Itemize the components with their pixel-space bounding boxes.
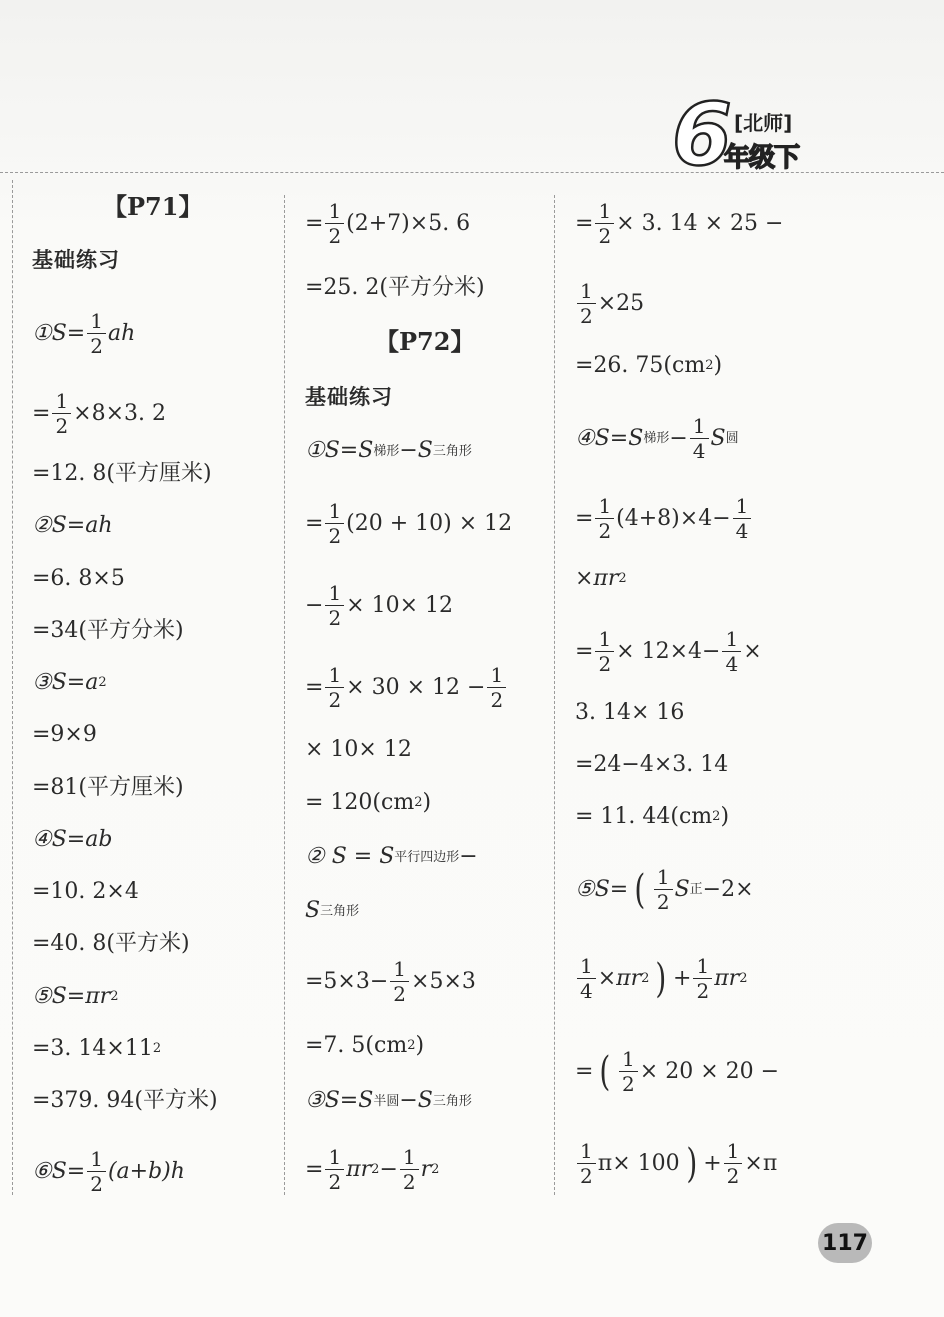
formula-line: =379. 94(平方米) xyxy=(32,1088,218,1113)
formula-line: − $\frac{1}{2}$ × 10× 12 xyxy=(305,581,454,630)
formula-line: = $\frac{1}{2}$ ×8×3. 2 xyxy=(32,389,167,438)
formula-line: ④S=S 梯形 − $\frac{1}{4}$ S 圆 xyxy=(575,414,739,463)
subtitle-basic-practice: 基础练习 xyxy=(32,248,120,272)
formula-line: =5×3− $\frac{1}{2}$ ×5×3 xyxy=(305,957,476,1006)
left-margin-line xyxy=(12,180,13,1195)
formula-line: =6. 8×5 xyxy=(32,566,125,591)
section-heading-p71: 【P71】 xyxy=(103,192,203,221)
column-divider-2 xyxy=(554,195,555,1195)
formula-line: = $\frac{1}{2}$ πr 2 − $\frac{1}{2}$ r 2 xyxy=(305,1145,440,1194)
formula-line: =7. 5(cm 2 ) xyxy=(305,1033,425,1058)
formula-line: = $\frac{1}{2}$ (20 + 10) × 12 xyxy=(305,499,513,548)
formula-line: =3. 14×11 2 xyxy=(32,1036,162,1061)
formula-line: ② S = S 平行四边形 − xyxy=(305,844,478,869)
grade-label: 年级下 xyxy=(724,143,800,173)
formula-line: ③S=a 2 xyxy=(32,670,107,695)
formula-line: =12. 8(平方厘米) xyxy=(32,461,212,486)
formula-line: $\frac{1}{2}$ π× 100 ) + $\frac{1}{2}$ ×π xyxy=(575,1140,777,1187)
formula-line: × 10× 12 xyxy=(305,737,412,762)
formula-line: =9×9 xyxy=(32,722,97,747)
subtitle-basic-practice: 基础练习 xyxy=(305,385,393,409)
formula-line: =40. 8(平方米) xyxy=(32,931,190,956)
formula-line: ①S=S 梯形 −S 三角形 xyxy=(305,438,472,463)
formula-line: =24−4×3. 14 xyxy=(575,752,729,777)
formula-line: = 120(cm 2 ) xyxy=(305,790,432,815)
formula-line: $\frac{1}{4}$ ×πr 2 ) + $\frac{1}{2}$ πr 2 xyxy=(575,955,747,1002)
formula-line: =34(平方分米) xyxy=(32,618,184,643)
grade-badge xyxy=(672,85,832,185)
top-divider xyxy=(0,172,944,173)
column-divider-1 xyxy=(284,195,285,1195)
formula-line: = $\frac{1}{2}$ × 30 × 12 − $\frac{1}{2}$ xyxy=(305,664,508,711)
formula-line: ②S=ah xyxy=(32,513,113,538)
formula-line: = $\frac{1}{2}$ (4+8)×4− $\frac{1}{4}$ xyxy=(575,495,753,542)
formula-line: ④S=ab xyxy=(32,827,113,852)
formula-line: 3. 14× 16 xyxy=(575,700,685,725)
formula-line: =25. 2(平方分米) xyxy=(305,275,485,300)
formula-line: =26. 75(cm 2 ) xyxy=(575,353,723,378)
formula-line: ⑤S=πr 2 xyxy=(32,984,119,1009)
formula-line: ⑤S= ( $\frac{1}{2}$ S 正 −2× xyxy=(575,865,754,914)
page-number: 117 xyxy=(818,1223,872,1263)
formula-line: ×πr 2 xyxy=(575,566,627,591)
formula-line: ①S= $\frac{1}{2}$ ah xyxy=(32,309,136,358)
formula-line: ③S=S 半圆 −S 三角形 xyxy=(305,1088,472,1113)
formula-line: =10. 2×4 xyxy=(32,879,139,904)
publisher-label: [北师] xyxy=(734,111,793,135)
formula-line: =81(平方厘米) xyxy=(32,775,184,800)
formula-line: = $\frac{1}{2}$ (2+7)×5. 6 xyxy=(305,199,471,248)
formula-line: = $\frac{1}{2}$ × 3. 14 × 25 − xyxy=(575,199,784,248)
formula-line: S 三角形 xyxy=(305,898,360,923)
grade-digit: 6 xyxy=(672,85,732,185)
section-heading-p72: 【P72】 xyxy=(375,327,475,356)
formula-line: = 11. 44(cm 2 ) xyxy=(575,804,730,829)
formula-line: = $\frac{1}{2}$ × 12×4− $\frac{1}{4}$ × xyxy=(575,627,762,676)
formula-line: $\frac{1}{2}$ ×25 xyxy=(575,280,644,327)
formula-line: ⑥S= $\frac{1}{2}$ (a+b)h xyxy=(32,1147,185,1196)
formula-line: = ( $\frac{1}{2}$ × 20 × 20 − xyxy=(575,1047,780,1096)
